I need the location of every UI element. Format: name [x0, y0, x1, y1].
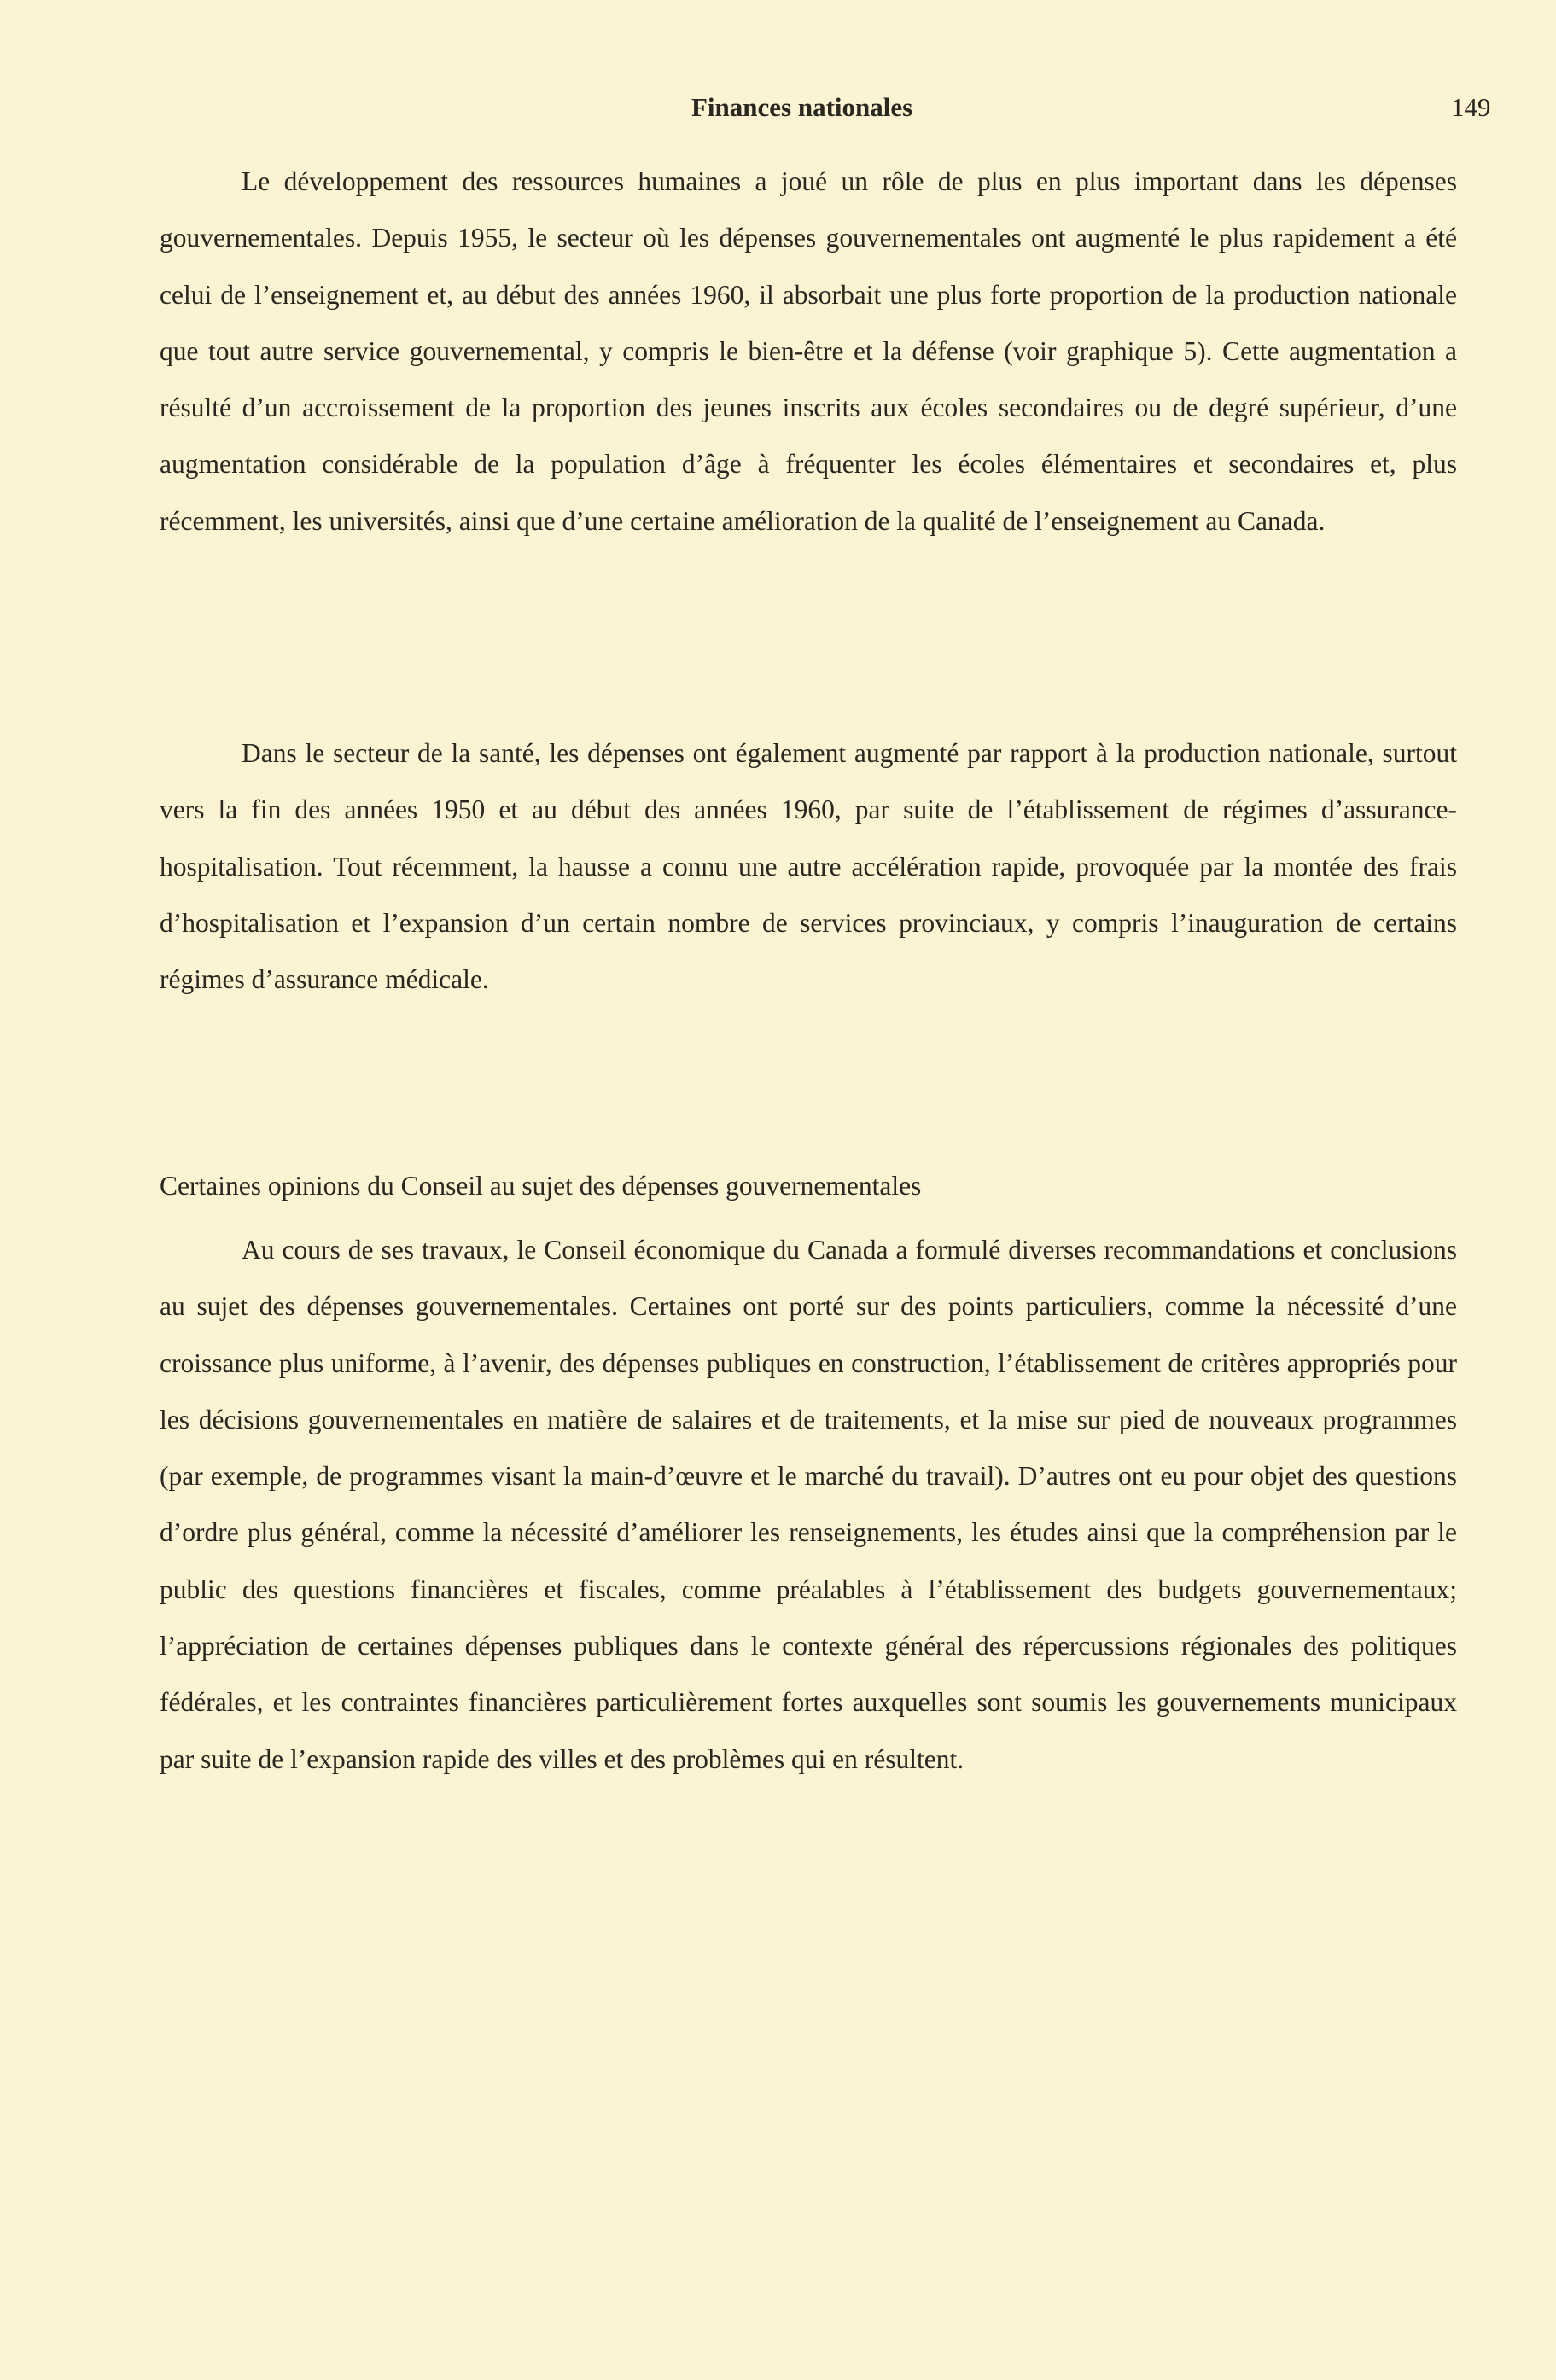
paragraph-health: Dans le secteur de la santé, les dépenses ont également augmenté par rapport à la production nationale, surtout vers la fin des années 1950 et au début des années 1960, par suite de l’établissement de régimes d’assurance-hospitalisation. Tout récemment, la hausse a connu une autre accélération rapide, provoquée par la montée des frais d’hospitalisation et l’expansion d’un certain nombre de services provinciaux, y compris l’inauguration de certains régimes d’assurance médicale. [160, 738, 1457, 995]
section-heading: Certaines opinions du Conseil au sujet des dépenses gouvernementales [160, 1171, 922, 1201]
page-number: 149 [1451, 92, 1491, 122]
paragraph-council-opinions: Au cours de ses travaux, le Conseil économique du Canada a formulé diverses recommandations et conclusions au sujet des dépenses gouvernementales. Certaines ont porté sur des points particuliers, comme la nécessité d’une croissance plus uniforme, à l’avenir, des dépenses publiques en construction, l’établissement de critères appropriés pour les décisions gouvernementales en matière de salaires et de traitements, et la mise sur pied de nouveaux programmes (par exemple, de programmes visant la main-d’œuvre et le marché du travail). D’autres ont eu pour objet des questions d’ordre plus général, comme la nécessité d’améliorer les renseignements, les études ainsi que la compréhension par le public des questions financières et fiscales, comme préalables à l’établissement des budgets gouvernementaux; l’appréciation de certaines dépenses publiques dans le contexte général des répercussions régionales des politiques fédérales, et les contraintes financières particulièrement fortes auxquelles sont soumis les gouvernements municipaux par suite de l’expansion rapide des villes et des problèmes qui en résultent. [160, 1235, 1457, 1774]
paragraph-education: Le développement des ressources humaines a joué un rôle de plus en plus important dans les dépenses gouvernementales. Depuis 1955, le secteur où les dépenses gouvernementales ont augmenté le plus rapidement a été celui de l’enseignement et, au début des années 1960, il absorbait une plus forte proportion de la production nationale que tout autre service gouvernemental, y compris le bien-être et la défense (voir graphique 5). Cette augmentation a résulté d’un accroissement de la proportion des jeunes inscrits aux écoles secondaires ou de degré supérieur, d’une augmentation considérable de la population d’âge à fréquenter les écoles élémentaires et secondaires et, plus récemment, les universités, ainsi que d’une certaine amélioration de la qualité de l’enseignement au Canada. [160, 166, 1457, 536]
running-header [0, 92, 1556, 135]
running-title: Finances nationales [691, 92, 913, 122]
